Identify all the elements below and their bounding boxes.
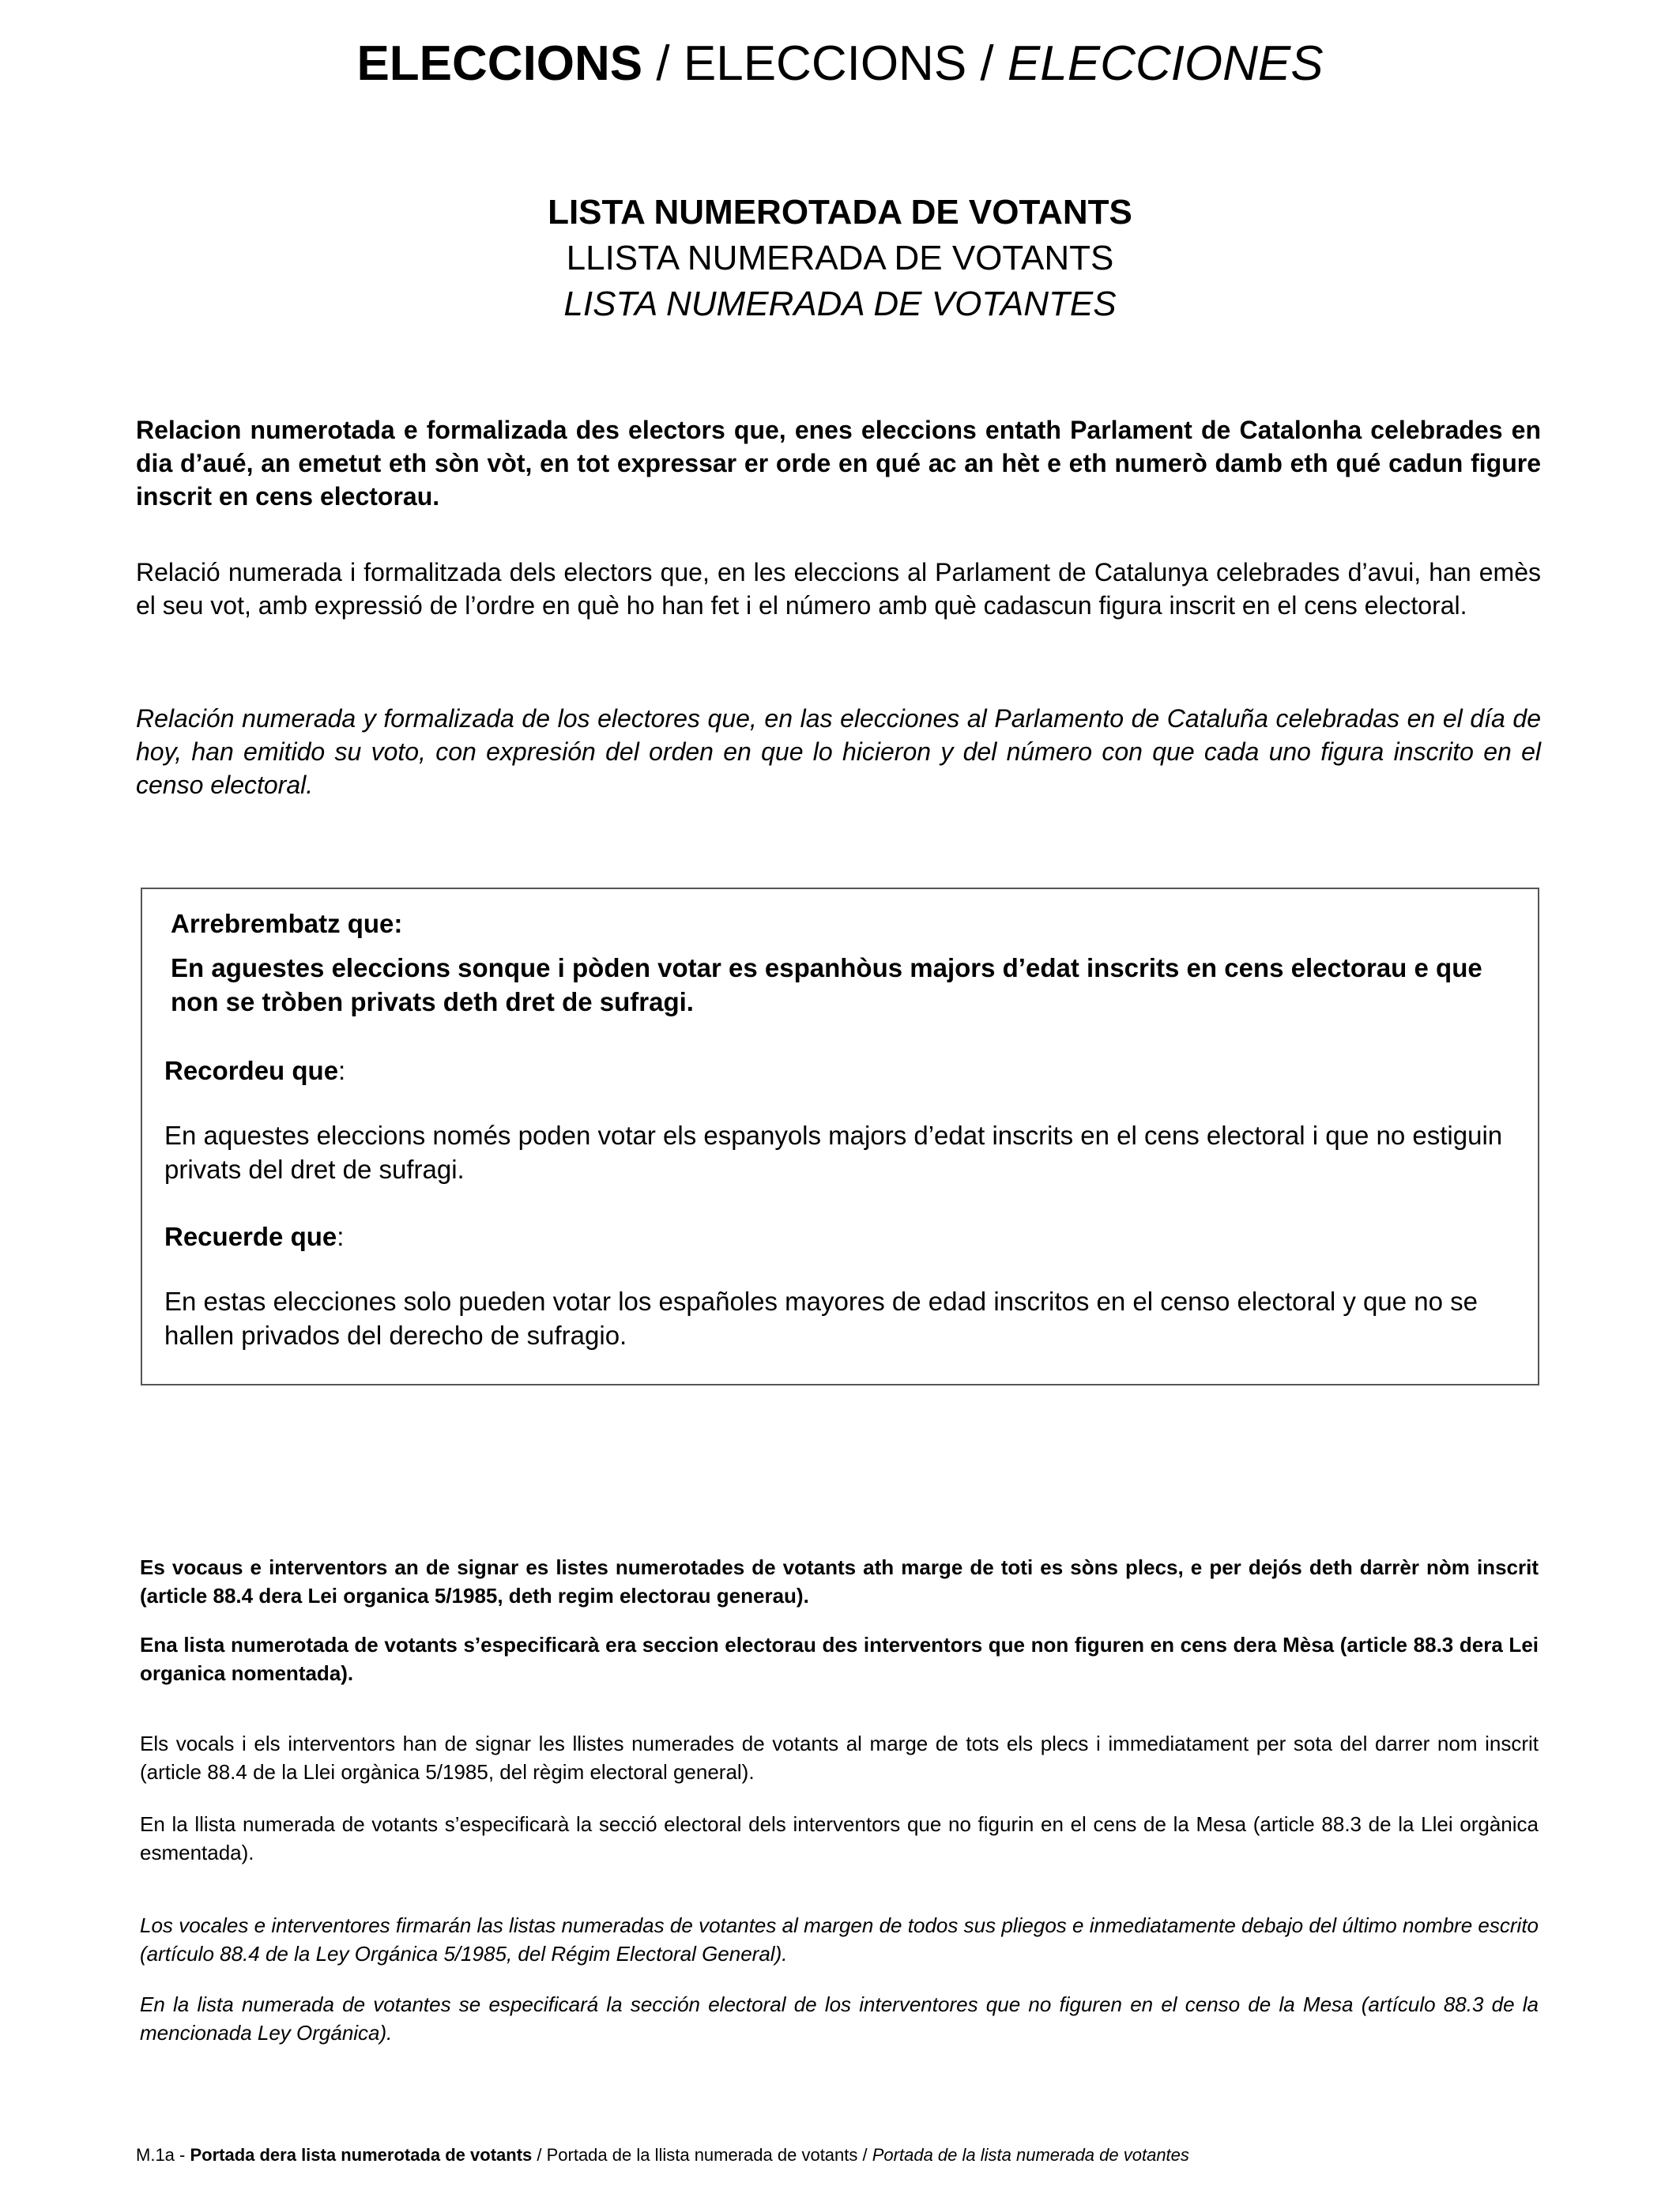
- title-catalan: ELECCIONS: [683, 36, 967, 91]
- reminder-catalan-body: En aquestes eleccions només poden votar els espanyols majors d’edat inscrits en el cens electoral i que no estiguin privats del dret de sufragi.: [164, 1121, 1503, 1184]
- document-title: [0, 32, 1680, 96]
- reminder-catalan-heading: [164, 1054, 345, 1088]
- footer-code: M.1a -: [136, 2145, 190, 2165]
- intro-spanish: Relación numerada y formalizada de los electores que, en las elecciones al Parlamento de Cataluña celebradas en el día de hoy, han emitido su voto, con expresión del orden en que lo hicieron y del número con que cada uno figura inscrito en el censo electoral.: [136, 704, 1541, 799]
- subtitle-catalan: LLISTA NUMERADA DE VOTANTS: [566, 239, 1114, 277]
- note-occitan-signature: Es vocaus e interventors an de signar es listes numerotades de votants ath marge de toti es sòns plecs, e per dejós deth darrèr nòm inscrit (article 88.4 dera Lei organica 5/1985, deth regim electorau generau).: [140, 1555, 1539, 1608]
- reminder-spanish-colon: :: [337, 1222, 345, 1251]
- reminder-box: [141, 888, 1539, 1385]
- intro-catalan: Relació numerada i formalitzada dels electors que, en les eleccions al Parlament de Catalunya celebrades d’avui, han emès el seu vot, amb expressió de l’ordre en què ho han fet i el número amb què cadascun figura inscrit en el cens electoral.: [136, 558, 1541, 620]
- reminder-occitan-body: En aguestes eleccions sonque i pòden votar es espanhòus majors d’edat inscrits en cens electorau e que non se tròben privats deth dret de sufragi.: [171, 953, 1482, 1016]
- footer-spanish: Portada de la lista numerada de votantes: [872, 2145, 1189, 2165]
- title-separator: /: [966, 36, 1008, 91]
- note-catalan-section: En la llista numerada de votants s’especificarà la secció electoral dels interventors que no figurin en el cens de la Mesa (article 88.3 de la Llei orgànica esmentada).: [140, 1812, 1539, 1864]
- subtitle-occitan: LISTA NUMEROTADA DE VOTANTS: [548, 193, 1132, 232]
- title-occitan: ELECCIONS: [356, 36, 643, 91]
- note-occitan-section: Ena lista numerotada de votants s’especificarà era seccion electorau des interventors que non figuren en cens dera Mèsa (article 88.3 dera Lei organica nomentada).: [140, 1633, 1539, 1685]
- intro-occitan: Relacion numerotada e formalizada des electors que, enes eleccions entath Parlament de Catalonha celebrades en dia d’aué, an emetut eth sòn vòt, en tot expressar er orde en qué ac an hèt e eth numerò damb eth qué cadun figure inscrit en cens electorau.: [136, 416, 1541, 511]
- page-footer: [136, 2143, 1189, 2167]
- reminder-occitan-heading: Arrebrembatz que:: [171, 909, 403, 938]
- footer-separator: /: [857, 2145, 872, 2165]
- title-separator: /: [642, 36, 684, 91]
- reminder-spanish-body: En estas elecciones solo pueden votar los españoles mayores de edad inscritos en el censo electoral y que no se hallen privados del derecho de sufragio.: [164, 1287, 1478, 1350]
- note-spanish-signature: Los vocales e interventores firmarán las listas numeradas de votantes al margen de todos sus pliegos e inmediatamente debajo del último nombre escrito (artículo 88.4 de la Ley Orgánica 5/1985, del Régim Electoral General).: [140, 1913, 1539, 1966]
- reminder-spanish-heading-text: Recuerde que: [164, 1222, 337, 1251]
- note-catalan-signature: Els vocals i els interventors han de signar les llistes numerades de votants al marge de tots els plecs i immediatament per sota del darrer nom inscrit (article 88.4 de la Llei orgànica 5/1985, del règim electoral general).: [140, 1732, 1539, 1784]
- reminder-spanish-heading: [164, 1220, 344, 1253]
- footer-occitan: Portada dera lista numerotada de votants: [190, 2145, 533, 2165]
- reminder-catalan-colon: :: [338, 1056, 346, 1085]
- reminder-catalan-heading-text: Recordeu que: [164, 1056, 339, 1085]
- document-subtitle: [0, 190, 1680, 327]
- note-spanish-section: En la lista numerada de votantes se especificará la sección electoral de los interventores que no figuren en el censo de la Mesa (artículo 88.3 de la mencionada Ley Orgánica).: [140, 1992, 1539, 2045]
- footer-catalan: Portada de la llista numerada de votants: [546, 2145, 858, 2165]
- subtitle-spanish: LISTA NUMERADA DE VOTANTES: [563, 285, 1117, 323]
- title-spanish: ELECCIONES: [1007, 36, 1324, 91]
- footer-separator: /: [532, 2145, 547, 2165]
